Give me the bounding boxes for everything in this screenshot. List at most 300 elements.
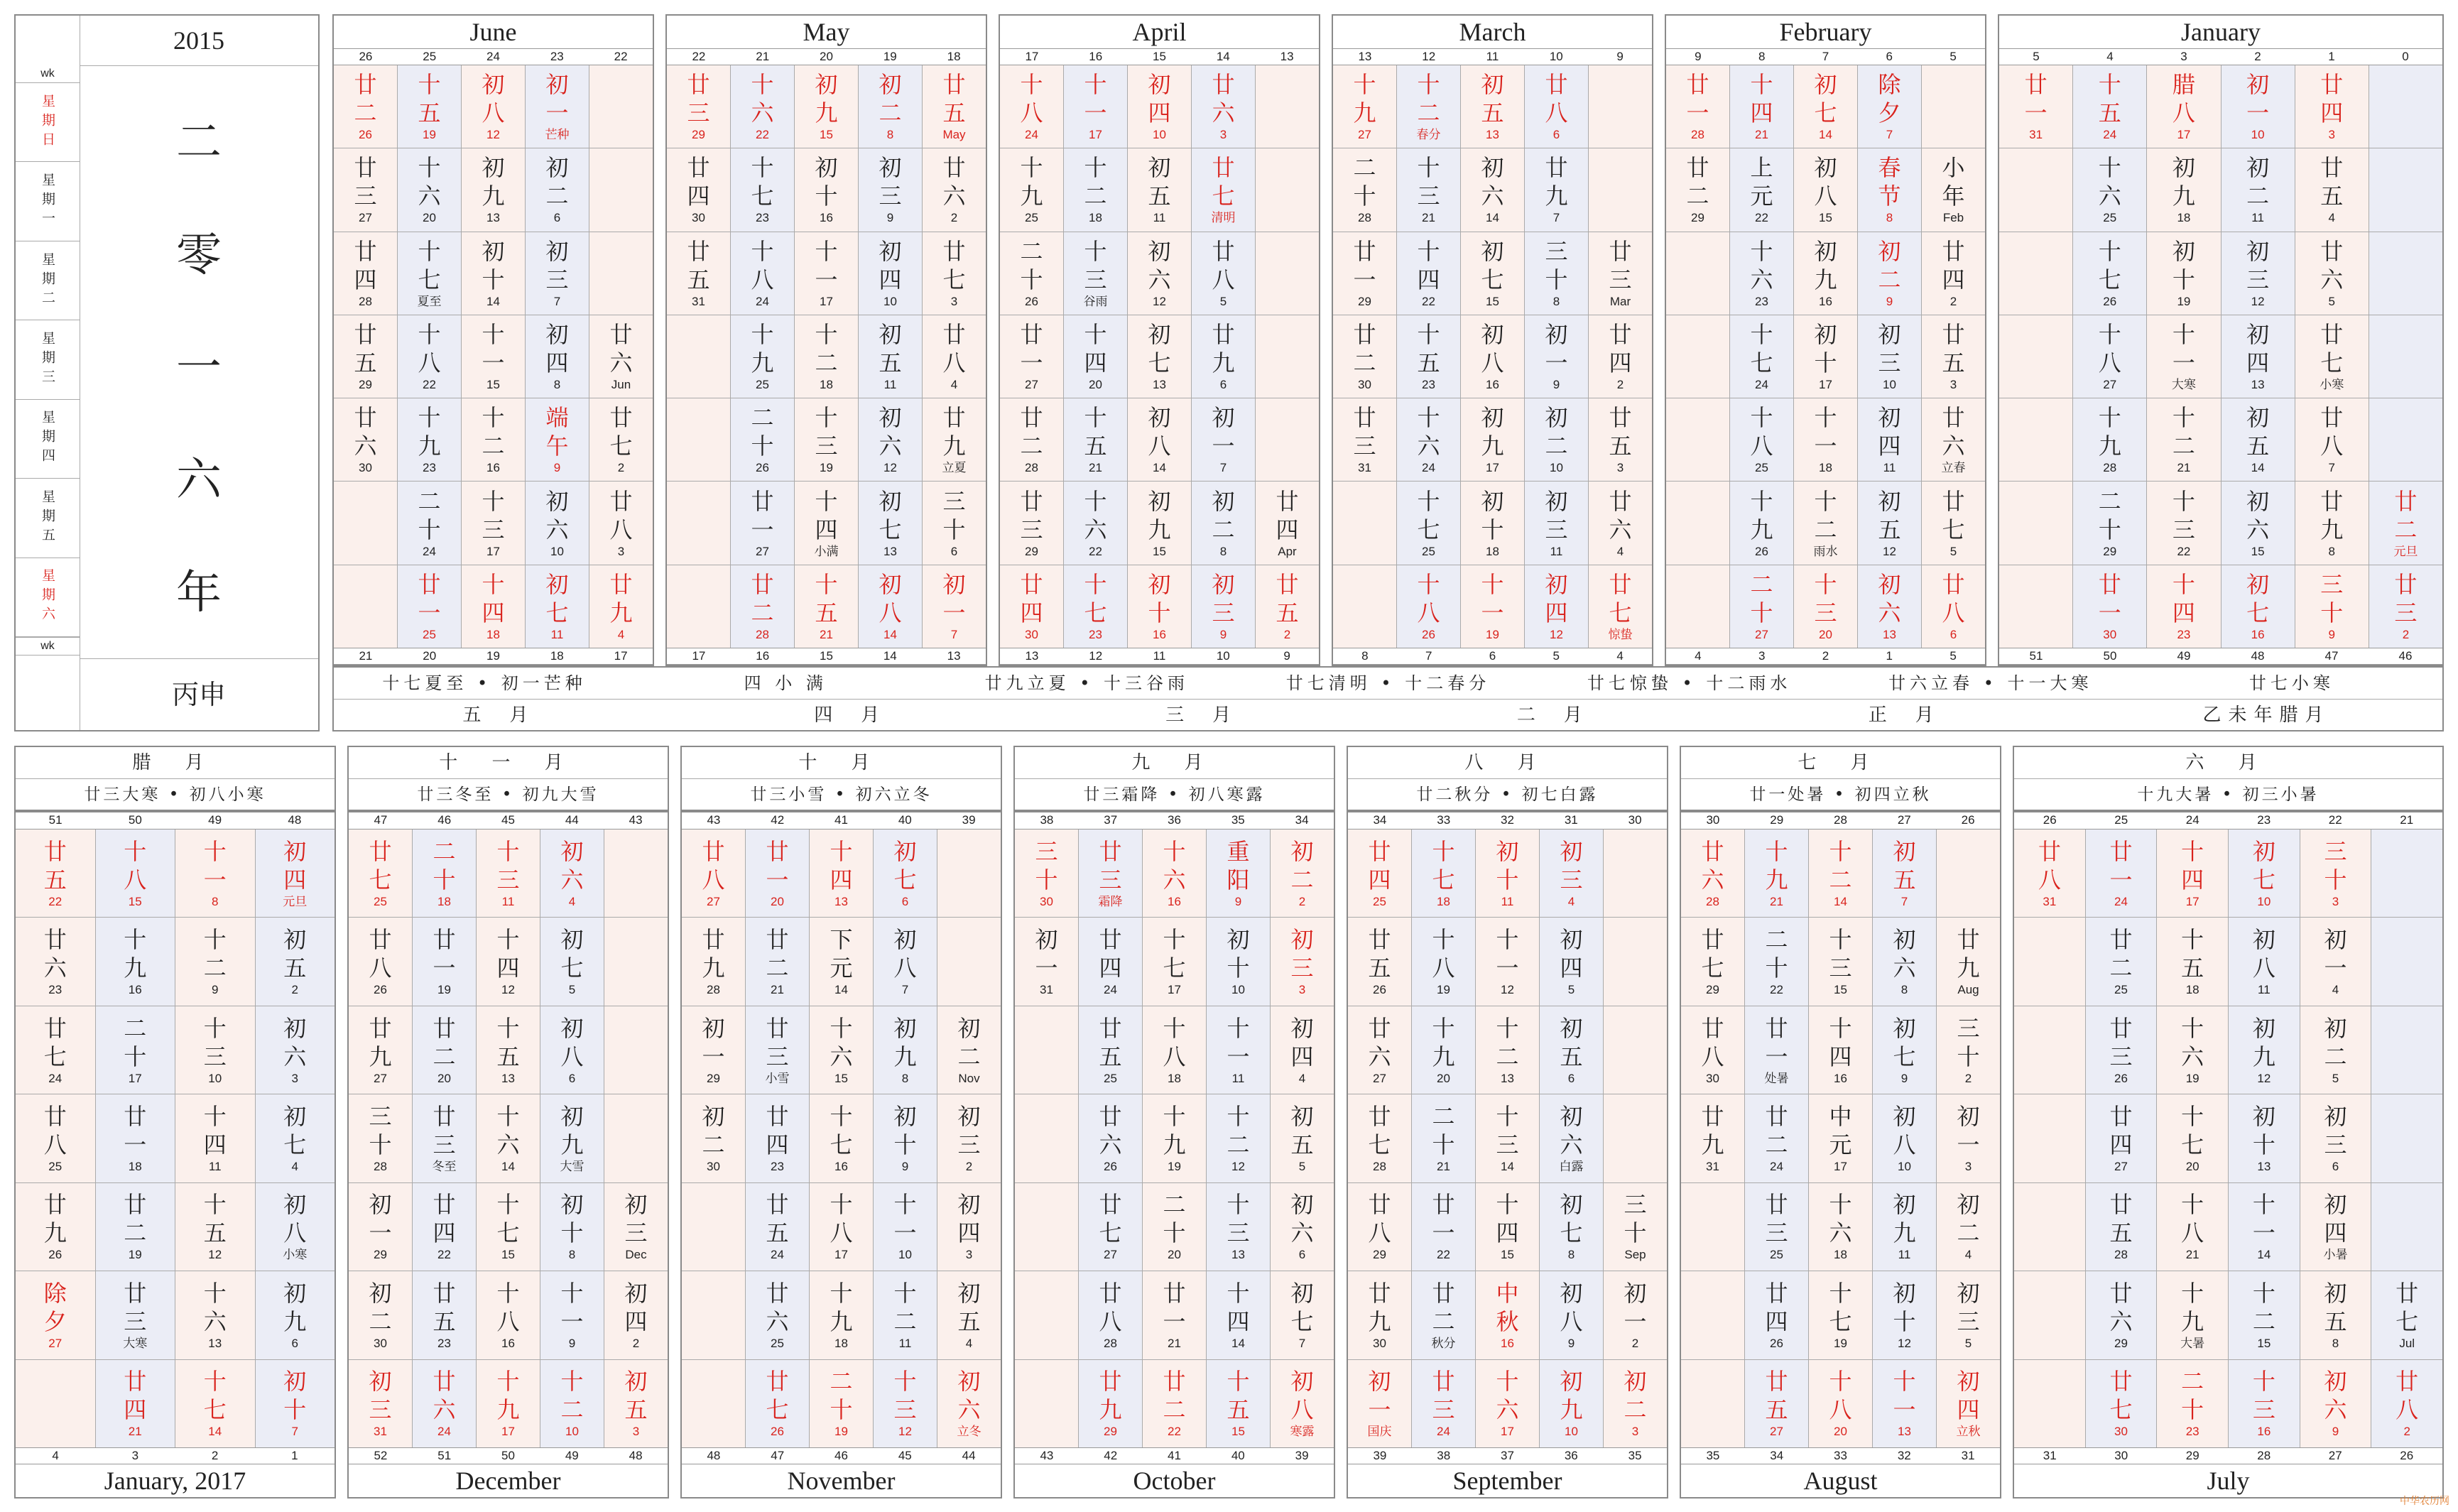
day-cell bbox=[96, 1183, 175, 1271]
gregorian-date: 8 bbox=[1552, 294, 1560, 308]
day-cell bbox=[256, 1271, 335, 1359]
lunar-date: 十二 bbox=[203, 926, 227, 982]
lunar-date: 廿一 bbox=[1020, 320, 1043, 376]
title-char: 零 bbox=[176, 229, 222, 282]
lunar-date: 十九 bbox=[751, 320, 774, 376]
lunar-date: 初二 bbox=[369, 1279, 392, 1335]
lunar-date: 廿六 bbox=[766, 1279, 789, 1335]
lunar-date: 廿八 bbox=[2396, 1368, 2419, 1424]
gregorian-date: 22 bbox=[1168, 1425, 1181, 1439]
lunar-date: 十一 bbox=[815, 237, 838, 293]
gregorian-date: 12 bbox=[898, 1425, 912, 1439]
gregorian-date: 6 bbox=[1298, 1248, 1306, 1262]
day-cell bbox=[859, 565, 922, 648]
lunar-date: 廿七 bbox=[1701, 926, 1724, 982]
day-cell bbox=[1922, 398, 1985, 482]
day-cell bbox=[1730, 148, 1793, 232]
day-cell bbox=[477, 830, 540, 918]
lunar-date: 端午 bbox=[545, 404, 569, 460]
day-cell bbox=[175, 1183, 255, 1271]
weekday-label: 星期一 bbox=[16, 162, 80, 241]
gregorian-date: 31 bbox=[1358, 461, 1371, 475]
week-number: 24 bbox=[2185, 813, 2199, 827]
day-cell bbox=[937, 1006, 1001, 1094]
week-column bbox=[859, 65, 923, 648]
day-cell bbox=[667, 148, 730, 232]
title-chars bbox=[80, 82, 318, 645]
week-number: 36 bbox=[1564, 1449, 1578, 1462]
week-column bbox=[1412, 830, 1476, 1447]
week-number: 2 bbox=[1822, 649, 1829, 663]
gregorian-date: 白露 bbox=[1559, 1159, 1584, 1173]
lunar-date: 廿三 bbox=[354, 154, 377, 210]
day-cell bbox=[795, 482, 858, 565]
lunar-date: 十一 bbox=[203, 837, 227, 893]
gregorian-date: 2 bbox=[617, 461, 625, 475]
gregorian-date: 23 bbox=[1089, 627, 1102, 641]
day-cell bbox=[1730, 482, 1793, 565]
week-columns bbox=[1333, 65, 1652, 648]
day-cell bbox=[2371, 1183, 2442, 1271]
lunar-date: 廿八 bbox=[2038, 837, 2061, 893]
day-cell bbox=[1858, 232, 1921, 315]
day-cell bbox=[1681, 1006, 1744, 1094]
day-cell bbox=[1079, 1360, 1142, 1447]
lunar-date: 廿六 bbox=[1212, 71, 1235, 127]
lunar-date: 初一 bbox=[1624, 1279, 1647, 1335]
lunar-date: 十五 bbox=[2098, 71, 2121, 127]
lunar-date: 十四 bbox=[203, 1102, 227, 1158]
week-number: 9 bbox=[1695, 50, 1702, 63]
lunar-date: 初五 bbox=[879, 320, 902, 376]
lunar-date: 十四 bbox=[1084, 320, 1107, 376]
lunar-date: 廿六 bbox=[1368, 1014, 1391, 1070]
day-cell bbox=[1937, 830, 2000, 918]
month-block-september bbox=[1347, 811, 1668, 1499]
lunar-date: 十六 bbox=[1496, 1368, 1519, 1424]
week-number: 12 bbox=[1422, 50, 1436, 63]
lunar-date: 廿四 bbox=[1609, 320, 1632, 376]
week-number-row bbox=[349, 1447, 668, 1464]
lunar-date: 十四 bbox=[1417, 237, 1440, 293]
gregorian-date: 秋分 bbox=[1431, 1336, 1456, 1350]
lunar-date: 十四 bbox=[1496, 1191, 1519, 1247]
wk-header: wk bbox=[16, 65, 80, 83]
week-number: 20 bbox=[820, 50, 833, 63]
gregorian-date: 13 bbox=[2257, 1159, 2271, 1173]
day-cell bbox=[1922, 148, 1985, 232]
day-cell bbox=[731, 148, 794, 232]
day-cell bbox=[1397, 148, 1460, 232]
lunar-date: 廿九 bbox=[1368, 1279, 1391, 1335]
week-number: 23 bbox=[550, 50, 564, 63]
day-cell bbox=[398, 398, 461, 482]
gregorian-date: 8 bbox=[886, 128, 894, 142]
lunar-date: 廿六 bbox=[2109, 1279, 2133, 1335]
day-cell bbox=[937, 1271, 1001, 1359]
day-cell bbox=[1461, 315, 1524, 398]
day-cell bbox=[1128, 482, 1191, 565]
week-number: 40 bbox=[1231, 1449, 1245, 1462]
day-cell bbox=[540, 1183, 604, 1271]
lunar-date: 十七 bbox=[203, 1368, 227, 1424]
lunar-date: 初四 bbox=[1545, 570, 1568, 626]
day-cell bbox=[1589, 232, 1652, 315]
gregorian-date: 9 bbox=[2328, 627, 2335, 641]
gregorian-date: 7 bbox=[1886, 128, 1893, 142]
week-column bbox=[2014, 830, 2086, 1447]
gregorian-date: 23 bbox=[771, 1159, 784, 1173]
day-cell bbox=[1540, 1271, 1603, 1359]
week-column bbox=[1809, 830, 1873, 1447]
lunar-date: 初八 bbox=[1814, 154, 1837, 210]
gregorian-date: 国庆 bbox=[1367, 1425, 1392, 1439]
lunar-date: 二十 bbox=[1020, 237, 1043, 293]
gregorian-date: 4 bbox=[568, 894, 576, 908]
lunar-month-name: 十 月 bbox=[682, 747, 1001, 779]
week-columns bbox=[16, 830, 335, 1447]
lunar-date: 十九 bbox=[2098, 404, 2121, 460]
lunar-date: 初十 bbox=[2252, 1102, 2275, 1158]
lunar-date: 下元 bbox=[830, 926, 853, 982]
gregorian-date: 14 bbox=[486, 294, 500, 308]
week-number: 43 bbox=[707, 813, 721, 827]
lunar-date: 廿五 bbox=[43, 837, 67, 893]
day-cell bbox=[2222, 482, 2295, 565]
day-cell bbox=[2229, 830, 2300, 918]
gregorian-date: 11 bbox=[883, 377, 897, 391]
lunar-date: 初二 bbox=[879, 71, 902, 127]
month-title: December bbox=[455, 1467, 561, 1495]
gregorian-date: 21 bbox=[1422, 211, 1435, 225]
solar-terms-label: 廿三霜降 • 初八寒露 bbox=[1083, 785, 1266, 804]
day-cell bbox=[1143, 1271, 1206, 1359]
gregorian-date: 8 bbox=[1567, 1248, 1575, 1262]
lunar-date: 初四 bbox=[1878, 404, 1901, 460]
day-cell bbox=[1666, 315, 1729, 398]
day-cell bbox=[540, 1094, 604, 1182]
lunar-date: 初二 bbox=[702, 1102, 725, 1158]
lunar-date: 廿二 bbox=[1163, 1368, 1186, 1424]
day-cell bbox=[1128, 398, 1191, 482]
week-column bbox=[2300, 830, 2372, 1447]
lunar-date: 初三 bbox=[957, 1102, 981, 1158]
lunar-date: 初九 bbox=[2172, 154, 2195, 210]
day-cell bbox=[1730, 232, 1793, 315]
day-cell bbox=[1794, 315, 1857, 398]
gregorian-date: 22 bbox=[1755, 211, 1768, 225]
gregorian-date: 21 bbox=[820, 627, 833, 641]
lunar-date: 廿二 bbox=[2394, 487, 2418, 543]
week-number: 40 bbox=[898, 813, 912, 827]
gregorian-date: 6 bbox=[1219, 377, 1227, 391]
lunar-date: 初八 bbox=[1481, 320, 1504, 376]
gregorian-date: 24 bbox=[1025, 128, 1038, 142]
lunar-date: 三十 bbox=[1545, 237, 1568, 293]
week-number-row bbox=[16, 1447, 335, 1464]
day-cell bbox=[413, 1183, 476, 1271]
lunar-date: 廿四 bbox=[1099, 926, 1122, 982]
gregorian-date: 15 bbox=[486, 377, 500, 391]
lunar-date: 廿八 bbox=[609, 487, 633, 543]
day-cell bbox=[16, 918, 95, 1006]
day-cell bbox=[1809, 1094, 1872, 1182]
day-cell bbox=[1540, 1094, 1603, 1182]
day-cell bbox=[1745, 1094, 1808, 1182]
lunar-date: 廿八 bbox=[1212, 237, 1235, 293]
lunar-date: 十五 bbox=[203, 1191, 227, 1247]
gregorian-date: 3 bbox=[1298, 983, 1306, 997]
day-cell bbox=[1809, 1006, 1872, 1094]
gregorian-date: 12 bbox=[501, 983, 515, 997]
day-cell bbox=[746, 1271, 809, 1359]
gregorian-date: 小寒 bbox=[2320, 377, 2344, 391]
day-cell bbox=[589, 482, 653, 565]
day-cell bbox=[2229, 1183, 2300, 1271]
week-column bbox=[256, 830, 335, 1447]
lunar-date: 十三 bbox=[2172, 487, 2195, 543]
gregorian-date: 18 bbox=[834, 1336, 848, 1350]
lunar-date: 廿九 bbox=[1545, 154, 1568, 210]
weekday-label: 星期日 bbox=[16, 83, 80, 162]
weekday-label: 星期六 bbox=[16, 558, 80, 637]
week-number: 47 bbox=[771, 1449, 785, 1462]
lunar-date: 十四 bbox=[2181, 837, 2204, 893]
week-number: 49 bbox=[2177, 649, 2191, 663]
week-column bbox=[1476, 830, 1540, 1447]
lunar-date: 廿八 bbox=[43, 1102, 67, 1158]
week-number: 48 bbox=[629, 1449, 643, 1462]
gregorian-date: 21 bbox=[128, 1425, 142, 1439]
lunar-date: 初七 bbox=[879, 487, 902, 543]
day-cell bbox=[1873, 918, 1936, 1006]
lunar-date: 十三 bbox=[1496, 1102, 1519, 1158]
lunar-date: 十三 bbox=[482, 487, 505, 543]
day-cell bbox=[1271, 1183, 1334, 1271]
gregorian-date: 31 bbox=[1040, 983, 1053, 997]
day-cell bbox=[1937, 1360, 2000, 1447]
gregorian-date: 26 bbox=[1755, 544, 1768, 558]
lunar-date: 廿一 bbox=[124, 1102, 147, 1158]
gregorian-date: 27 bbox=[1025, 377, 1038, 391]
gregorian-date: 3 bbox=[1631, 1425, 1639, 1439]
lunar-date: 初九 bbox=[1148, 487, 1171, 543]
day-cell bbox=[334, 65, 397, 148]
day-cell bbox=[1604, 1271, 1667, 1359]
week-number: 5 bbox=[1552, 649, 1560, 663]
gregorian-date: 17 bbox=[2185, 894, 2199, 908]
gregorian-date: 6 bbox=[1949, 627, 1957, 641]
day-cell bbox=[2073, 232, 2146, 315]
gregorian-date: 小满 bbox=[814, 544, 839, 558]
day-cell bbox=[795, 65, 858, 148]
gregorian-date: 3 bbox=[950, 294, 958, 308]
lunar-date: 十七 bbox=[1084, 570, 1107, 626]
day-cell bbox=[1271, 1094, 1334, 1182]
day-cell bbox=[1999, 482, 2072, 565]
day-cell bbox=[1730, 315, 1793, 398]
week-column bbox=[413, 830, 477, 1447]
gregorian-date: 30 bbox=[1358, 377, 1371, 391]
lunar-date: 廿七 bbox=[2109, 1368, 2133, 1424]
lunar-date: 初三 bbox=[1545, 487, 1568, 543]
day-cell bbox=[1079, 1094, 1142, 1182]
gregorian-date: 17 bbox=[1819, 377, 1832, 391]
day-cell bbox=[859, 232, 922, 315]
gregorian-date: 2 bbox=[965, 1159, 973, 1173]
week-number: 0 bbox=[2402, 50, 2409, 63]
gregorian-date: 14 bbox=[2251, 461, 2265, 475]
gregorian-date: 11 bbox=[2258, 983, 2271, 997]
day-cell bbox=[1794, 232, 1857, 315]
gregorian-date: 9 bbox=[553, 461, 561, 475]
day-cell bbox=[731, 398, 794, 482]
day-cell bbox=[746, 1006, 809, 1094]
week-number: 4 bbox=[1616, 649, 1624, 663]
gregorian-date: 19 bbox=[2177, 294, 2191, 308]
lunar-date: 十八 bbox=[1750, 404, 1773, 460]
gregorian-date: 10 bbox=[1153, 128, 1166, 142]
week-number: 50 bbox=[2103, 649, 2117, 663]
day-cell bbox=[1589, 565, 1652, 648]
day-cell bbox=[1348, 1183, 1411, 1271]
lunar-date: 初六 bbox=[1290, 1191, 1314, 1247]
gregorian-date: 21 bbox=[1168, 1336, 1181, 1350]
week-number-row bbox=[16, 812, 335, 830]
gregorian-date: 14 bbox=[834, 983, 848, 997]
gregorian-date: 18 bbox=[1089, 211, 1102, 225]
gregorian-date: 30 bbox=[1040, 894, 1053, 908]
week-number: 33 bbox=[1834, 1449, 1847, 1462]
week-number: 29 bbox=[1770, 813, 1784, 827]
week-column bbox=[682, 830, 746, 1447]
gregorian-date: 28 bbox=[359, 294, 372, 308]
lunar-date: 初三 bbox=[545, 237, 569, 293]
gregorian-date: 寒露 bbox=[1290, 1425, 1315, 1439]
day-cell bbox=[1666, 398, 1729, 482]
gregorian-date: 26 bbox=[1422, 627, 1435, 641]
lunar-date: 十五 bbox=[1084, 404, 1107, 460]
day-cell bbox=[795, 232, 858, 315]
day-cell bbox=[16, 830, 95, 918]
gregorian-date: 27 bbox=[1770, 1425, 1783, 1439]
week-number: 4 bbox=[2106, 50, 2114, 63]
day-cell bbox=[667, 65, 730, 148]
lunar-date: 十七 bbox=[751, 154, 774, 210]
week-number-row bbox=[682, 1447, 1001, 1464]
day-cell bbox=[589, 232, 653, 315]
day-cell bbox=[1745, 1271, 1808, 1359]
day-cell bbox=[1000, 398, 1063, 482]
day-cell bbox=[1207, 1006, 1270, 1094]
day-cell bbox=[462, 315, 525, 398]
week-number: 39 bbox=[1295, 1449, 1309, 1462]
week-number: 34 bbox=[1373, 813, 1387, 827]
week-number-row bbox=[1348, 1447, 1667, 1464]
day-cell bbox=[462, 398, 525, 482]
lunar-month-row bbox=[334, 699, 2442, 731]
lunar-date: 廿二 bbox=[1020, 404, 1043, 460]
gregorian-date: 6 bbox=[950, 544, 958, 558]
week-number: 26 bbox=[2043, 813, 2057, 827]
day-cell bbox=[2295, 65, 2369, 148]
day-cell bbox=[175, 1094, 255, 1182]
day-cell bbox=[1922, 315, 1985, 398]
day-cell bbox=[1540, 1183, 1603, 1271]
solar-term-label: 廿六立春 • 十一大寒 bbox=[1888, 673, 2093, 693]
day-cell bbox=[746, 918, 809, 1006]
lunar-date: 十一 bbox=[2172, 320, 2195, 376]
lunar-month-header bbox=[14, 746, 336, 811]
gregorian-date: 28 bbox=[1706, 894, 1719, 908]
day-cell bbox=[1858, 315, 1921, 398]
day-cell bbox=[1412, 1183, 1475, 1271]
gregorian-date: 12 bbox=[2251, 294, 2265, 308]
gregorian-date: 11 bbox=[898, 1336, 912, 1350]
week-number: 49 bbox=[565, 1449, 579, 1462]
gregorian-date: 23 bbox=[423, 461, 436, 475]
lunar-date: 十六 bbox=[1084, 487, 1107, 543]
lunar-date: 廿七 bbox=[43, 1014, 67, 1070]
gregorian-date: 2 bbox=[632, 1336, 640, 1350]
gregorian-date: 26 bbox=[2114, 1071, 2128, 1085]
day-cell bbox=[349, 1006, 412, 1094]
gregorian-date: 18 bbox=[2177, 211, 2191, 225]
gregorian-date: 21 bbox=[2185, 1248, 2199, 1262]
lunar-date: 除夕 bbox=[43, 1279, 67, 1335]
gregorian-date: 10 bbox=[883, 294, 897, 308]
gregorian-date: 夏至 bbox=[417, 294, 442, 308]
day-cell bbox=[2073, 148, 2146, 232]
day-cell bbox=[1730, 65, 1793, 148]
gregorian-date: 3 bbox=[617, 544, 625, 558]
gregorian-date: 16 bbox=[1819, 294, 1832, 308]
gregorian-date: 15 bbox=[1834, 983, 1847, 997]
lunar-month-label: 二月 bbox=[1516, 705, 1611, 726]
gregorian-date: 2 bbox=[950, 211, 958, 225]
title-char: 二 bbox=[176, 116, 222, 170]
lunar-date: 廿八 bbox=[1545, 71, 1568, 127]
gregorian-date: 10 bbox=[2251, 128, 2265, 142]
gregorian-date: 3 bbox=[2332, 894, 2339, 908]
lunar-date: 上元 bbox=[1750, 154, 1773, 210]
lunar-month-name: 六 月 bbox=[2014, 747, 2442, 779]
weekday-label: 星期三 bbox=[16, 320, 80, 399]
day-cell bbox=[256, 1006, 335, 1094]
day-cell bbox=[477, 1094, 540, 1182]
lunar-date: 初二 bbox=[2324, 1014, 2347, 1070]
gregorian-date: 14 bbox=[1486, 211, 1499, 225]
gregorian-date: 小暑 bbox=[2323, 1248, 2348, 1262]
gregorian-date: 16 bbox=[820, 211, 833, 225]
week-number: 48 bbox=[707, 1449, 721, 1462]
month-title: November bbox=[787, 1467, 896, 1495]
day-cell bbox=[667, 398, 730, 482]
gregorian-date: 25 bbox=[771, 1336, 784, 1350]
day-cell bbox=[1540, 830, 1603, 918]
gregorian-date: 元旦 bbox=[283, 894, 308, 908]
gregorian-date: 10 bbox=[2257, 894, 2271, 908]
week-column bbox=[2371, 830, 2442, 1447]
day-cell bbox=[526, 482, 589, 565]
lunar-date: 十一 bbox=[1814, 404, 1837, 460]
lunar-date: 十三 bbox=[1417, 154, 1440, 210]
day-cell bbox=[2371, 918, 2442, 1006]
lunar-month-header bbox=[347, 746, 669, 811]
day-cell bbox=[526, 65, 589, 148]
day-cell bbox=[1333, 482, 1396, 565]
day-cell bbox=[1525, 65, 1588, 148]
